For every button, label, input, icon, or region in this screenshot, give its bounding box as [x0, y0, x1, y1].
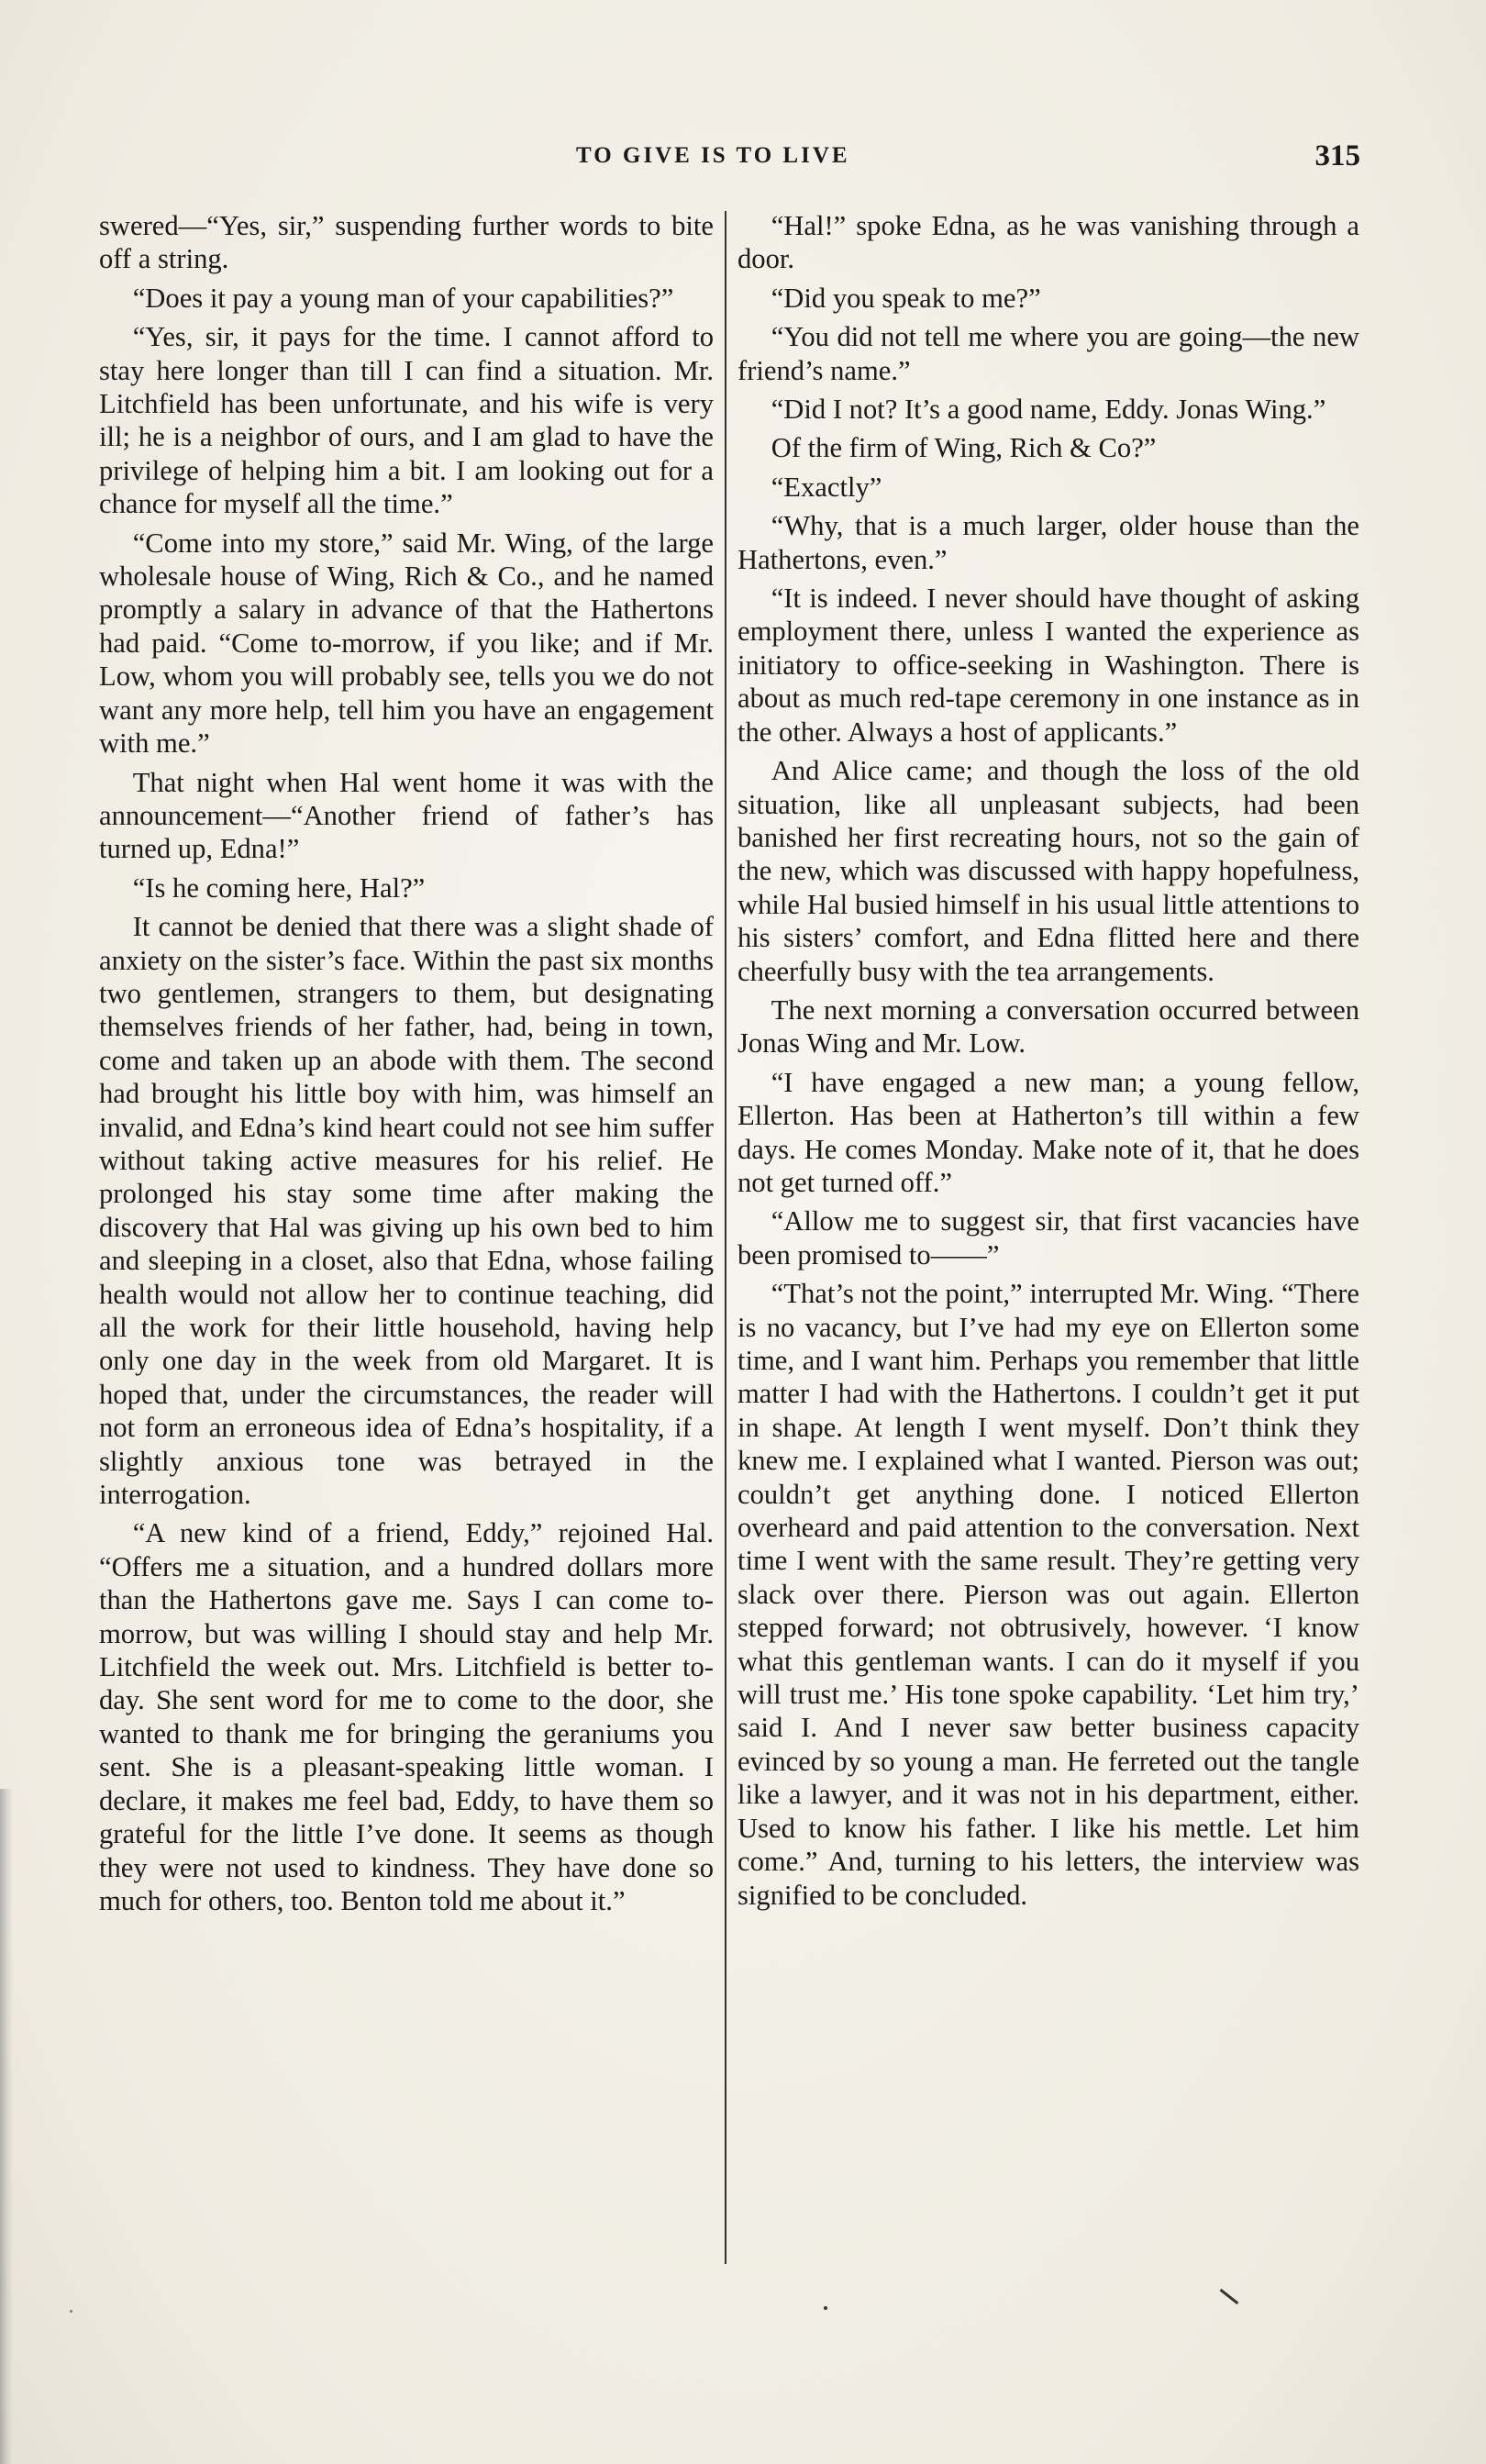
column-rule — [725, 211, 726, 2264]
paragraph: “Did I not? It’s a good name, Eddy. Jonas Wing.” — [771, 394, 1326, 426]
right-column — [737, 209, 1359, 1917]
paragraph: “Is he coming here, Hal?” — [132, 871, 426, 904]
left-column — [99, 209, 714, 1923]
paragraph: “Why, that is a much larger, older house than the Hathertons, even.” — [737, 510, 1359, 575]
paragraph: swered—“Yes, sir,” suspending further words to bite off a string. — [99, 210, 714, 275]
paragraph: That night when Hal went home it was with the announcement—“Another friend of father’s has turned up, Edna!” — [99, 766, 714, 865]
paragraph: “It is indeed. I never should have thought of asking employment there, unless I wanted the experience as initiatory to office-seeking in Washington. There is about as much red-tape ceremony in one instance as in the other. Always a host of applicants.” — [737, 583, 1359, 748]
paragraph: And Alice came; and though the loss of the old situation, like all unpleasant subjects, had been banished her first recreating hours, not so the gain of the new, which was discussed with happy hopefulness, while Hal busied himself in his usual little attentions to his sisters’ comfort, and Edna flitted here and there cheerfully busy with the tea arrangements. — [737, 755, 1359, 987]
paragraph: “Exactly” — [771, 471, 882, 503]
page-number: 315 — [1314, 139, 1360, 172]
paragraph: “Hal!” spoke Edna, as he was vanishing through a door. — [737, 210, 1359, 275]
paragraph: It cannot be denied that there was a slight shade of anxiety on the sister’s face. Within the past six months two gentlemen, strangers to them, but designating themselves friends of her father, had, being in town, come and taken up an abode with them. The second had brought his little boy with him, was himself an invalid, and Edna’s kind heart could not see him suffer without taking active measures for his relief. He prolonged his stay some time after making the discovery that Hal was giving up his own bed to him and sleeping in a closet, also that Edna, whose failing health would not allow her to continue teaching, did all the work for their little household, having help only one day in the week from old Margaret. It is hoped that, under the circumstances, the reader will not form an erroneous idea of Edna’s hospitality, if a slightly anxious tone was betrayed in the interrogation. — [99, 911, 714, 1511]
running-title: TO GIVE IS TO LIVE — [576, 143, 850, 168]
running-head — [99, 139, 1360, 176]
paragraph: “That’s not the point,” interrupted Mr. Wing. “There is no vacancy, but I’ve had my eye on Ellerton some time, and I want him. Perhaps you remember that little matter I had with the Hathertons. I couldn’t get it put in shape. At length I went myself. Don’t think they knew me. I explained what I wanted. Pierson was out; couldn’t get anything done. I noticed Ellerton overheard and paid attention to the conversation. Next time I went with the same result. They’re getting very slack over there. Pierson was out again. Ellerton stepped forward; not obtrusively, however. ‘I know what this gentleman wants. I can do it myself if you will trust me.’ His tone spoke capability. ‘Let him try,’ said I. And I never saw better business capacity evinced by so young a man. He ferreted out the tangle like a lawyer, and it was not in his department, either. Used to know his father. I like his mettle. Let him come.” And, turning to his letters, the interview was signified to be concluded. — [737, 1278, 1359, 1911]
paragraph: “Does it pay a young man of your capabilities?” — [132, 282, 674, 314]
paragraph: “Did you speak to me?” — [771, 282, 1041, 314]
ink-speck — [824, 2306, 827, 2310]
paragraph: The next morning a conversation occurred between Jonas Wing and Mr. Low. — [737, 993, 1359, 1060]
paragraph: “You did not tell me where you are going—the new friend’s name.” — [737, 321, 1359, 386]
paragraph: Of the firm of Wing, Rich & Co?” — [771, 432, 1157, 464]
paragraph: “Allow me to suggest sir, that first vacancies have been promised to——” — [737, 1205, 1359, 1271]
paragraph: “I have engaged a new man; a young fellow, Ellerton. Has been at Hatherton’s till within a few days. He comes Monday. Make note of it, that he does not get turned off.” — [737, 1066, 1359, 1198]
paragraph: “A new kind of a friend, Eddy,” rejoined Hal. “Offers me a situation, and a hundred dollars more than the Hathertons gave me. Says I can come to-morrow, but was willing I should stay and help Mr. Litchfield the week out. Mrs. Litchfield is better to-day. She sent word for me to come to the door, she wanted to thank me for bringing the geraniums you sent. She is a pleasant-speaking little woman. I declare, it makes me feel bad, Eddy, to have them so grateful for the little I’ve done. It seems as though they were not used to kindness. They have done so much for others, too. Benton told me about it.” — [99, 1517, 714, 1916]
page-edge-shadow — [0, 1789, 13, 2464]
ink-speck — [70, 2310, 72, 2313]
paragraph: “Come into my store,” said Mr. Wing, of the large wholesale house of Wing, Rich & Co., and he named promptly a salary in advance of that the Hathertons had paid. “Come to-morrow, if you like; and if Mr. Low, whom you will probably see, tells you we do not want any more help, tell him you have an engagement with me.” — [99, 527, 714, 760]
paragraph: “Yes, sir, it pays for the time. I cannot afford to stay here longer than till I can find a situation. Mr. Litchfield has been unfortunate, and his wife is very ill; he is a neighbor of ours, and I am glad to have the privilege of helping him a bit. I am looking out for a chance for myself all the time.” — [99, 321, 714, 520]
ink-stroke — [1220, 2289, 1239, 2304]
